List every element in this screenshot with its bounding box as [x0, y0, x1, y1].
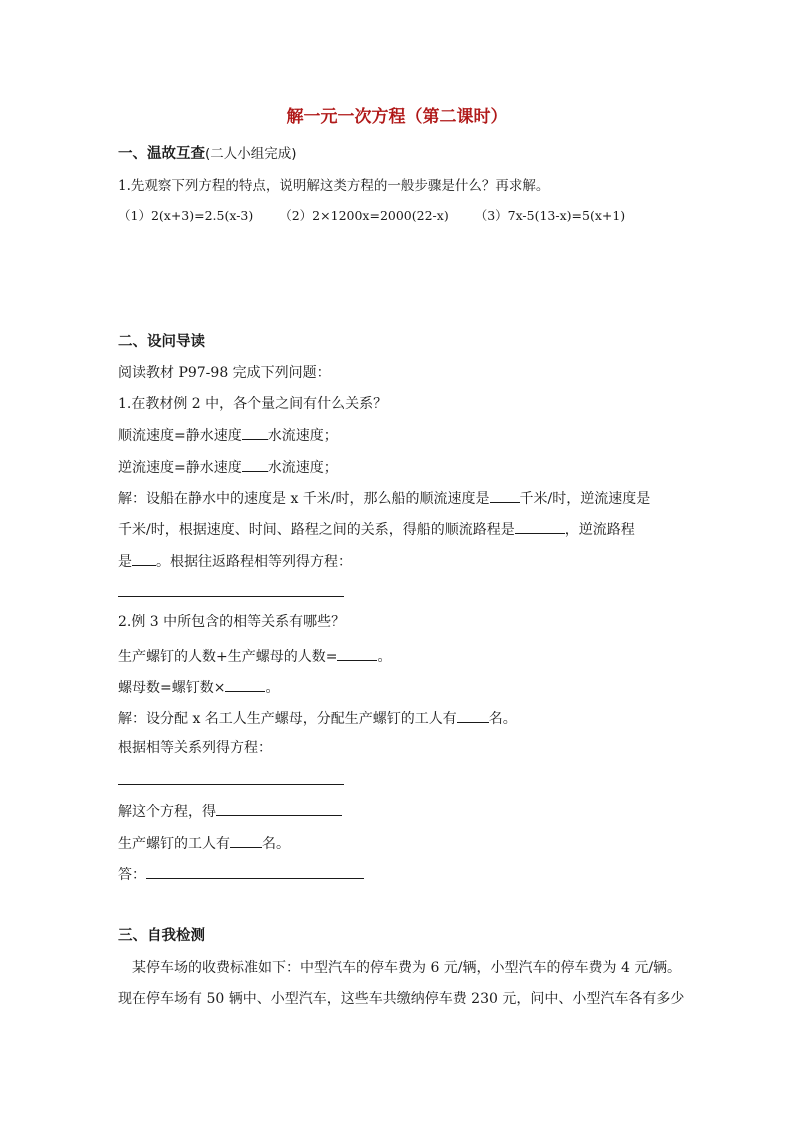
section3-problem-line1: 某停车场的收费标准如下：中型汽车的停车费为 6 元/辆，小型汽车的停车费为 4 元/辆。	[132, 960, 682, 976]
screw-workers-blank	[457, 707, 489, 723]
section1-heading-text: 一、温故互查	[118, 146, 205, 162]
solve-blank	[216, 800, 342, 816]
solution-example3	[118, 707, 517, 729]
downstream-blank	[242, 424, 268, 440]
section1-question1: 1.先观察下列方程的特点，说明解这类方程的一般步骤是什么？再求解。	[118, 178, 550, 194]
solve-line	[118, 800, 342, 822]
solution1-text-b: 千米/时，逆流速度是	[519, 491, 651, 507]
solution3-text-b: 。根据往返路程相等列得方程：	[156, 554, 352, 570]
section1-heading	[118, 144, 297, 164]
downstream-speed-blank	[490, 487, 520, 503]
upstream-distance-blank	[132, 550, 156, 566]
section2-question2: 2.例 3 中所包含的相等关系有哪些？	[118, 614, 346, 630]
equation-prompt: 根据相等关系列得方程：	[118, 740, 272, 756]
downstream-distance-blank	[515, 518, 565, 534]
relation-nuts-text-b: 。	[265, 680, 280, 696]
downstream-relation	[118, 424, 338, 446]
section2-question1: 1.在教材例 2 中，各个量之间有什么关系？	[118, 396, 388, 412]
equation2-answer-line	[118, 784, 344, 785]
relation-nuts-text-a: 螺母数=螺钉数×	[118, 680, 226, 696]
solution2-text-a: 千米/时，根据速度、时间、路程之间的关系，得船的顺流路程是	[118, 522, 515, 538]
equation1-answer-line	[118, 596, 344, 597]
screw-workers-count-blank	[230, 832, 262, 848]
solution3-text-a: 是	[118, 554, 132, 570]
solution1-line1	[118, 487, 650, 509]
relation-workers-text-a: 生产螺钉的人数+生产螺母的人数=	[118, 649, 338, 665]
screw-workers-line	[118, 832, 290, 854]
solution1-line3	[118, 550, 352, 572]
equation-list	[118, 206, 647, 226]
relation-workers	[118, 645, 391, 667]
downstream-text-a: 顺流速度=静水速度	[118, 428, 242, 444]
screw-workers-text-b: 名。	[262, 836, 290, 852]
upstream-text-b: 水流速度；	[267, 460, 338, 476]
page-title: 解一元一次方程（第二课时）	[286, 107, 508, 127]
screw-workers-text-a: 生产螺钉的工人有	[118, 836, 230, 852]
section1-note: (二人小组完成)	[205, 146, 297, 162]
upstream-blank	[242, 456, 268, 472]
solution1-line2	[118, 518, 635, 540]
answer-label: 答：	[118, 867, 146, 883]
upstream-relation	[118, 456, 338, 478]
section2-intro: 阅读教材 P97-98 完成下列问题：	[118, 365, 331, 381]
solution1-text-a: 解：设船在静水中的速度是 x 千米/时，那么船的顺流速度是	[118, 491, 490, 507]
equation-3: （3）7x-5(13-x)=5(x+1)	[474, 208, 626, 223]
solution4-text-a: 解：设分配 x 名工人生产螺母，分配生产螺钉的工人有	[118, 711, 457, 727]
relation-workers-blank	[337, 645, 377, 661]
relation-workers-text-b: 。	[377, 649, 392, 665]
section3-heading: 三、自我检测	[118, 928, 205, 944]
downstream-text-b: 水流速度；	[267, 428, 338, 444]
solve-text: 解这个方程，得	[118, 804, 216, 820]
relation-nuts	[118, 676, 279, 698]
answer-line	[118, 863, 364, 885]
answer-blank	[146, 863, 364, 879]
upstream-text-a: 逆流速度=静水速度	[118, 460, 242, 476]
solution4-text-b: 名。	[488, 711, 517, 727]
equation-2: （2）2×1200x=2000(22-x)	[279, 208, 449, 223]
equation-1: （1）2(x+3)=2.5(x-3)	[118, 208, 254, 223]
relation-nuts-blank	[225, 676, 265, 692]
section3-problem-line2: 现在停车场有 50 辆中、小型汽车，这些车共缴纳停车费 230 元，问中、小型汽车各有多少	[118, 991, 685, 1007]
solution2-text-b: ，逆流路程	[564, 522, 635, 538]
section2-heading: 二、设问导读	[118, 334, 205, 350]
